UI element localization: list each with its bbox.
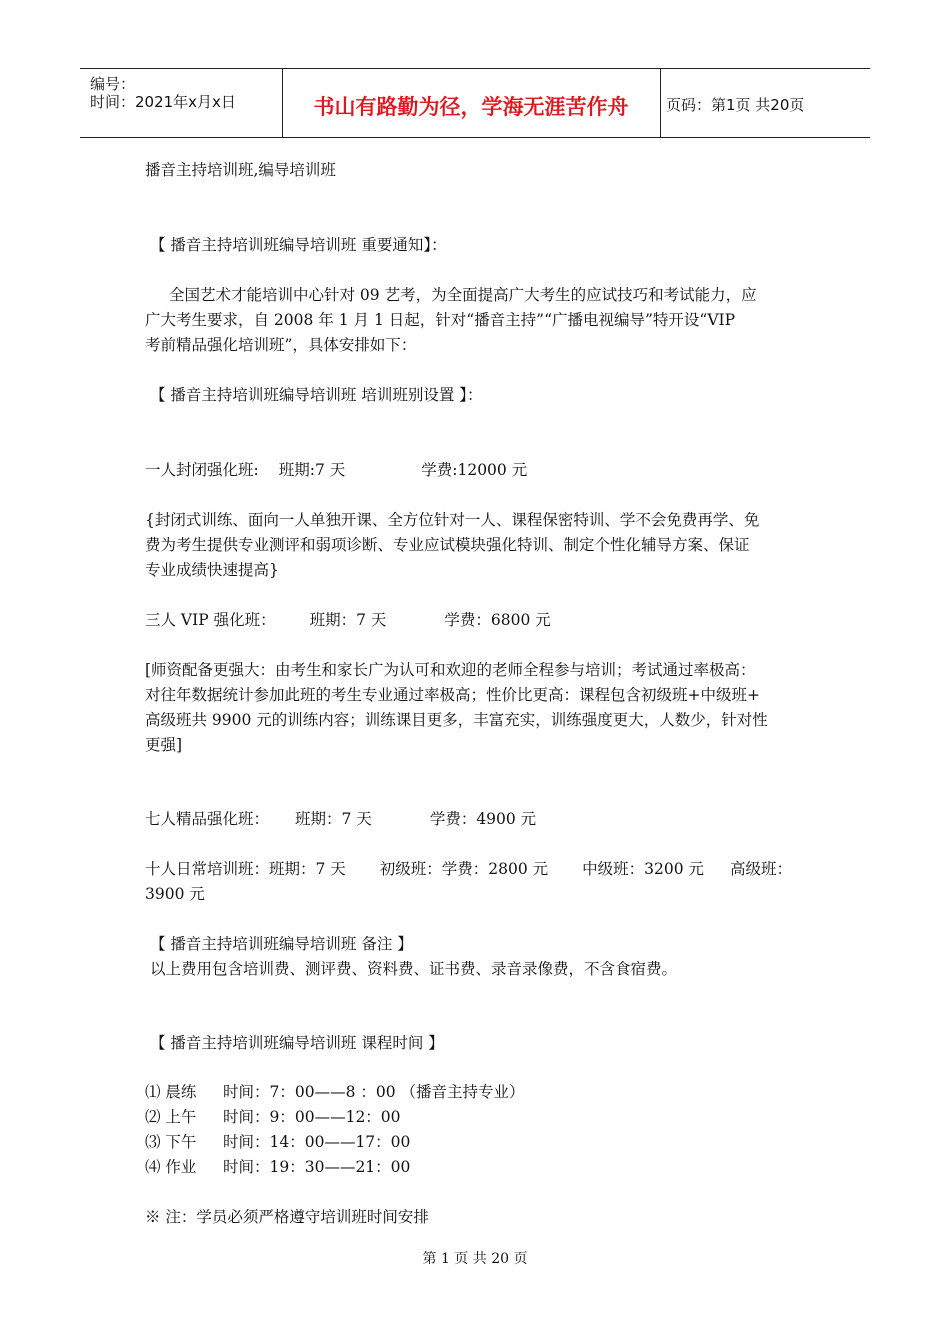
header-meta-cell bbox=[80, 69, 283, 137]
class3-period: 班期：7 天 bbox=[295, 810, 372, 828]
class1-period: 班期:7 天 bbox=[278, 461, 346, 479]
schedule-row bbox=[145, 1105, 401, 1130]
class2-name: 三人 VIP 强化班： bbox=[145, 611, 276, 629]
class-heading: 【 播音主持培训班编导培训班 培训班别设置 】： bbox=[150, 386, 483, 404]
document-time-label: 时间：2021年x月x日 bbox=[90, 93, 236, 111]
schedule-time: 时间：9：00——12：00 bbox=[223, 1108, 401, 1126]
class3-name: 七人精品强化班： bbox=[145, 810, 270, 828]
schedule-row bbox=[145, 1155, 410, 1180]
class1-desc-line: {封闭式训练、面向一人单独开课、全方位针对一人、课程保密特训、学不会免费再学、免 bbox=[145, 511, 760, 529]
class2-description bbox=[145, 658, 815, 758]
header-page-number: 页码：第1页 共20页 bbox=[666, 96, 805, 114]
class4-adv-label: 高级班： bbox=[730, 860, 793, 878]
page-footer: 第 1 页 共 20 页 bbox=[422, 1251, 528, 1267]
class4-line bbox=[145, 857, 792, 882]
remark-heading: 【 播音主持培训班编导培训班 备注 】 bbox=[150, 935, 413, 953]
schedule-label: ⑶ 下午 bbox=[145, 1133, 197, 1151]
notice-heading: 【 播音主持培训班编导培训班 重要通知】： bbox=[150, 236, 447, 254]
header-motto: 书山有路勤为径，学海无涯苦作舟 bbox=[313, 95, 629, 119]
class2-desc-line: 对往年数据统计参加此班的考生专业通过率极高；性价比更高：课程包含初级班+中级班+ bbox=[145, 686, 760, 704]
class4-adv-fee: 3900 元 bbox=[145, 885, 205, 903]
schedule-time: 时间：14：00——17：00 bbox=[223, 1133, 411, 1151]
class3-line bbox=[145, 807, 536, 832]
class1-fee: 学费:12000 元 bbox=[421, 461, 528, 479]
class1-desc-line: 专业成绩快速提高} bbox=[145, 561, 279, 579]
document-title: 播音主持培训班,编导培训班 bbox=[145, 161, 336, 179]
schedule-row bbox=[145, 1080, 525, 1105]
class3-fee: 学费：4900 元 bbox=[429, 810, 537, 828]
schedule-time: 时间：19：30——21：00 bbox=[223, 1158, 411, 1176]
intro-line: 考前精品强化培训班”，具体安排如下： bbox=[145, 336, 417, 354]
class1-desc-line: 费为考生提供专业测评和弱项诊断、专业应试模块强化特训、制定个性化辅导方案、保证 bbox=[145, 536, 750, 554]
class2-desc-line: 高级班共 9900 元的训练内容；训练课目更多，丰富充实，训练强度更大，人数少，针对性 bbox=[145, 711, 768, 729]
schedule-note: ※ 注：学员必须严格遵守培训班时间安排 bbox=[145, 1208, 429, 1226]
class2-fee: 学费：6800 元 bbox=[444, 611, 551, 629]
schedule-heading: 【 播音主持培训班编导培训班 课程时间 】 bbox=[150, 1034, 444, 1052]
class1-name: 一人封闭强化班: bbox=[145, 461, 259, 479]
class1-description bbox=[145, 508, 815, 583]
schedule-label: ⑷ 作业 bbox=[145, 1158, 197, 1176]
page-header bbox=[80, 68, 870, 138]
class1-line bbox=[145, 458, 527, 483]
class2-period: 班期：7 天 bbox=[309, 611, 387, 629]
intro-line: 广大考生要求，自 2008 年 1 月 1 日起，针对“播音主持”“广播电视编导”特开设“VIP bbox=[145, 311, 736, 329]
schedule-time: 时间：7：00——8 ：00 （播音主持专业） bbox=[223, 1083, 525, 1101]
class2-line bbox=[145, 608, 551, 633]
class2-desc-line: [师资配备更强大：由考生和家长广为认可和欢迎的老师全程参与培训；考试通过率极高： bbox=[145, 661, 756, 679]
schedule-label: ⑵ 上午 bbox=[145, 1108, 197, 1126]
header-page-cell bbox=[660, 69, 870, 137]
class4-mid-fee: 中级班：3200 元 bbox=[582, 860, 705, 878]
document-number-label: 编号： bbox=[90, 75, 136, 93]
schedule-row bbox=[145, 1130, 410, 1155]
class4-name: 十人日常培训班：班期：7 天 bbox=[145, 860, 346, 878]
schedule-label: ⑴ 晨练 bbox=[145, 1083, 197, 1101]
header-motto-cell bbox=[282, 69, 661, 137]
class2-desc-line: 更强] bbox=[145, 736, 183, 754]
intro-paragraph bbox=[145, 283, 815, 358]
class4-basic-fee: 初级班：学费：2800 元 bbox=[379, 860, 549, 878]
intro-line: 全国艺术才能培训中心针对 09 艺考，为全面提高广大考生的应试技巧和考试能力，应 bbox=[169, 286, 757, 304]
remark-text: 以上费用包含培训费、测评费、资料费、证书费、录音录像费，不含食宿费。 bbox=[150, 960, 678, 978]
